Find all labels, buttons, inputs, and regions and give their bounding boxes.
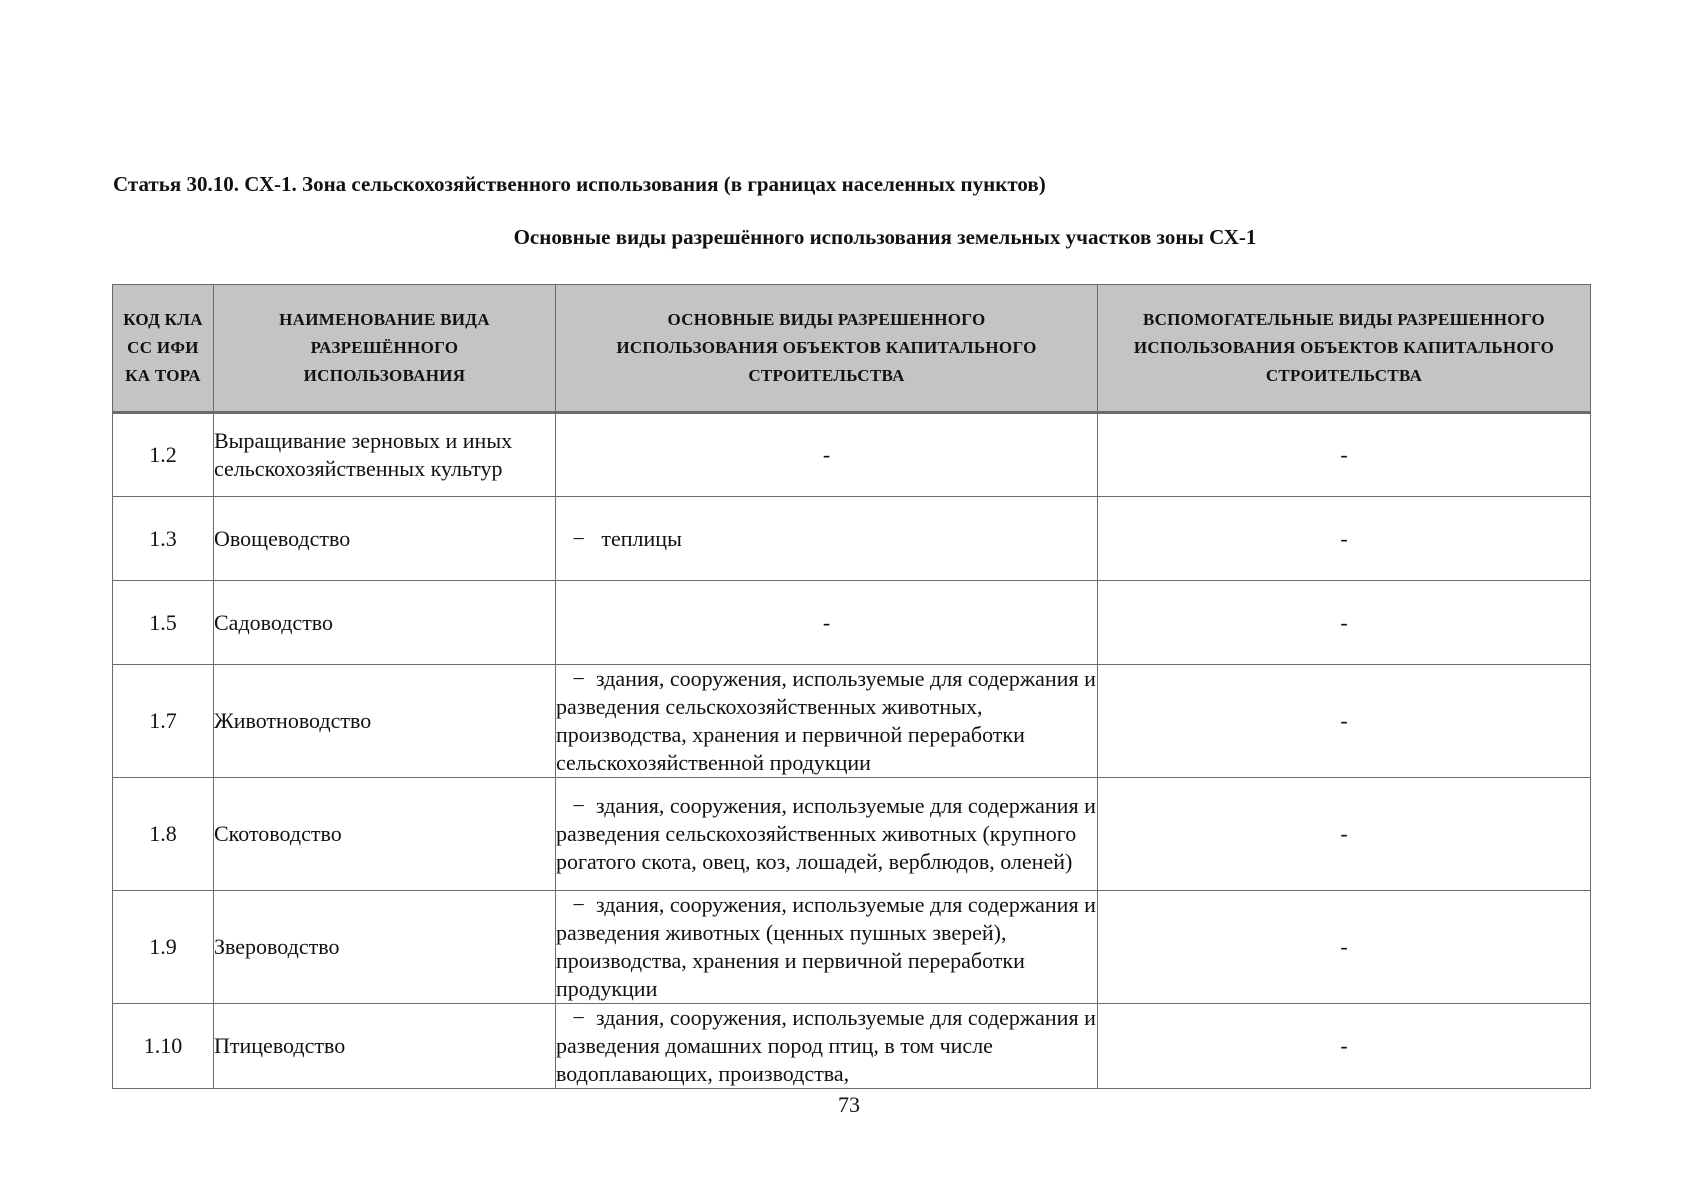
header-aux bbox=[1098, 285, 1591, 413]
table-row bbox=[113, 891, 1591, 1004]
row-aux-uses: - bbox=[1098, 581, 1591, 665]
header-code bbox=[113, 285, 214, 413]
table-row bbox=[113, 497, 1591, 581]
row-main-uses: − здания, сооружения, используемые для содержания и разведения домашних пород птиц, в том числе водоплавающих, производства, bbox=[556, 1004, 1098, 1089]
row-main-uses: − здания, сооружения, используемые для содержания и разведения животных (ценных пушных зверей), производства, хранения и первичной переработки продукции bbox=[556, 891, 1098, 1004]
row-aux-uses: - bbox=[1098, 413, 1591, 497]
row-name: Скотоводство bbox=[214, 778, 556, 891]
row-main-uses: - bbox=[556, 413, 1098, 497]
row-name: Садоводство bbox=[214, 581, 556, 665]
row-aux-uses: - bbox=[1098, 665, 1591, 778]
row-code: 1.2 bbox=[113, 413, 214, 497]
row-code: 1.7 bbox=[113, 665, 214, 778]
table-row bbox=[113, 1004, 1591, 1089]
row-main-uses: − здания, сооружения, используемые для содержания и разведения сельскохозяйственных животных (крупного рогатого скота, овец, коз, лошадей, верблюдов, оленей) bbox=[556, 778, 1098, 891]
header-main bbox=[556, 285, 1098, 413]
row-name: Животноводство bbox=[214, 665, 556, 778]
row-name: Выращивание зерновых и иных сельскохозяйственных культур bbox=[214, 413, 556, 497]
row-main-uses: − теплицы bbox=[556, 497, 1098, 581]
table-row bbox=[113, 665, 1591, 778]
table-row bbox=[113, 581, 1591, 665]
table-caption: Основные виды разрешённого использования земельных участков зоны СХ-1 bbox=[513, 225, 1257, 249]
header-main-label: ОСНОВНЫЕ ВИДЫ РАЗРЕШЕННОГО ИСПОЛЬЗОВАНИЯ ОБЪЕКТОВ КАПИТАЛЬНОГО СТРОИТЕЛЬСТВА bbox=[616, 310, 1037, 385]
row-code: 1.5 bbox=[113, 581, 214, 665]
header-aux-label: ВСПОМОГАТЕЛЬНЫЕ ВИДЫ РАЗРЕШЕННОГО ИСПОЛЬЗОВАНИЯ ОБЪЕКТОВ КАПИТАЛЬНОГО СТРОИТЕЛЬСТВА bbox=[1133, 310, 1555, 385]
article-title: Статья 30.10. СХ-1. Зона сельскохозяйственного использования (в границах населенных пунктов) bbox=[113, 172, 1046, 196]
row-main-uses: - bbox=[556, 581, 1098, 665]
row-main-uses: − здания, сооружения, используемые для содержания и разведения сельскохозяйственных животных, производства, хранения и первичной переработки сельскохозяйственной продукции bbox=[556, 665, 1098, 778]
row-name: Овощеводство bbox=[214, 497, 556, 581]
header-name-label: НАИМЕНОВАНИЕ ВИДА РАЗРЕШЁННОГО ИСПОЛЬЗОВАНИЯ bbox=[279, 310, 490, 385]
row-aux-uses: - bbox=[1098, 778, 1591, 891]
row-aux-uses: - bbox=[1098, 891, 1591, 1004]
page-number: 73 bbox=[838, 1092, 860, 1117]
land-use-table bbox=[112, 284, 1591, 1089]
row-name: Птицеводство bbox=[214, 1004, 556, 1089]
table-row bbox=[113, 413, 1591, 497]
header-name bbox=[214, 285, 556, 413]
row-code: 1.10 bbox=[113, 1004, 214, 1089]
row-code: 1.3 bbox=[113, 497, 214, 581]
header-code-label: КОД КЛАСС ИФИКА ТОРА bbox=[123, 310, 203, 385]
row-aux-uses: - bbox=[1098, 1004, 1591, 1089]
table-row bbox=[113, 778, 1591, 891]
row-code: 1.8 bbox=[113, 778, 214, 891]
table-header-row bbox=[113, 285, 1591, 413]
row-code: 1.9 bbox=[113, 891, 214, 1004]
row-name: Звероводство bbox=[214, 891, 556, 1004]
row-aux-uses: - bbox=[1098, 497, 1591, 581]
